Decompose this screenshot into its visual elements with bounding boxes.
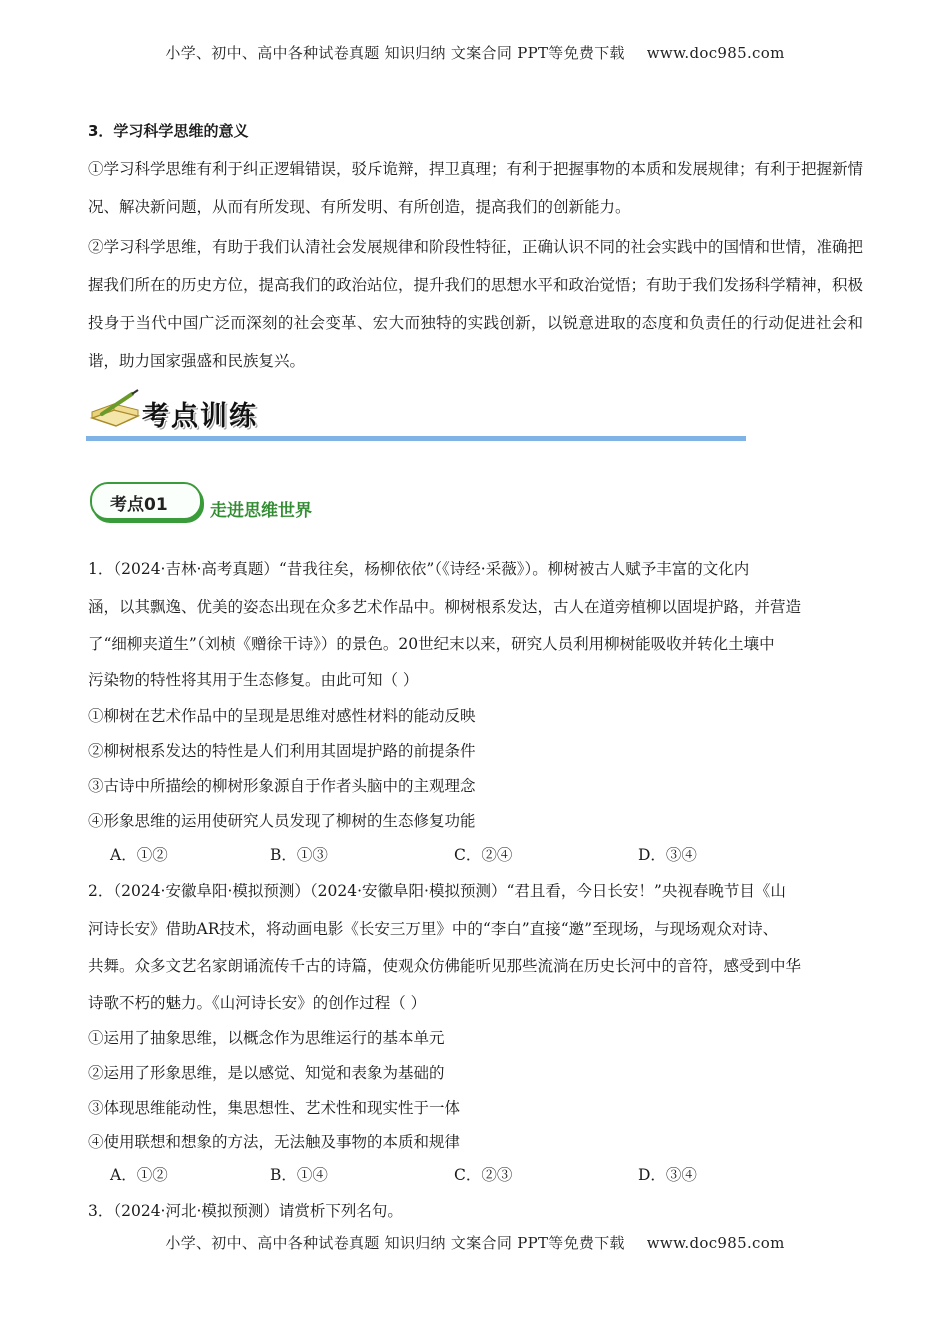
header-text: 小学、初中、高中各种试卷真题 知识归纳 文案合同 PPT等免费下载	[165, 44, 625, 62]
q1-item: ④形象思维的运用使研究人员发现了柳树的生态修复功能	[88, 812, 476, 830]
page-footer	[0, 1232, 950, 1253]
q2-option-a[interactable]: A．①②	[110, 1166, 168, 1184]
q2-item: ④使用联想和想象的方法，无法触及事物的本质和规律	[88, 1133, 461, 1151]
q2-item: ③体现思维能动性，集思想性、艺术性和现实性于一体	[88, 1099, 461, 1117]
q1-line: 涵，以其飘逸、优美的姿态出现在众多艺术作品中。柳树根系发达，古人在道旁植柳以固堤护路，并营造	[88, 598, 802, 616]
page-header	[0, 42, 950, 63]
kaodian-badge	[90, 482, 202, 520]
q2-option-d[interactable]: D．③④	[638, 1166, 697, 1184]
q2-option-b[interactable]: B．①④	[270, 1166, 328, 1184]
section-title: 3．学习科学思维的意义	[88, 122, 249, 140]
paragraph-1: ①学习科学思维有利于纠正逻辑错误，驳斥诡辩，捍卫真理；有利于把握事物的本质和发展规律；有利于把握新情况、解决新问题，从而有所发现、有所发明、有所创造，提高我们的创新能力。	[88, 160, 864, 216]
footer-url[interactable]: www.doc985.com	[646, 1234, 785, 1252]
kaodian-label: 走进思维世界	[210, 501, 312, 521]
q2-line: 诗歌不朽的魅力。《山河诗长安》的创作过程（ ）	[88, 994, 427, 1012]
kaodian-badge-text: 考点01	[110, 495, 168, 515]
q1-item: ③古诗中所描绘的柳树形象源自于作者头脑中的主观理念	[88, 777, 476, 795]
q1-option-d[interactable]: D．③④	[638, 846, 697, 864]
q2-line: 2．（2024·安徽阜阳·模拟预测）（2024·安徽阜阳·模拟预测）“君且看，今日长安！”央视春晚节目《山	[88, 882, 786, 900]
q1-item: ②柳树根系发达的特性是人们利用其固堤护路的前提条件	[88, 742, 476, 760]
q1-item: ①柳树在艺术作品中的呈现是思维对感性材料的能动反映	[88, 707, 476, 725]
kaodian-heading	[88, 476, 388, 526]
q1-line: 污染物的特性将其用于生态修复。由此可知（ ）	[88, 671, 419, 689]
book-pen-icon	[88, 388, 144, 428]
q1-line: 了“细柳夹道生”（刘桢《赠徐干诗》）的景色。20世纪末以来，研究人员利用柳树能吸收并转化土壤中	[88, 635, 775, 653]
q1-option-c[interactable]: C．②④	[454, 846, 513, 864]
q2-line: 河诗长安》借助AR技术，将动画电影《长安三万里》中的“李白”直接“邀”至现场，与现场观众对诗、	[88, 920, 779, 938]
q1-option-a[interactable]: A．①②	[110, 846, 168, 864]
q1-option-b[interactable]: B．①③	[270, 846, 328, 864]
q1-line: 1．（2024·吉林·高考真题）“昔我往矣，杨柳依依”（《诗经·采薇》）。柳树被古人赋予丰富的文化内	[88, 560, 750, 578]
banner-underline	[86, 436, 746, 441]
header-url[interactable]: www.doc985.com	[646, 44, 785, 62]
exercise-banner	[86, 384, 748, 444]
footer-text: 小学、初中、高中各种试卷真题 知识归纳 文案合同 PPT等免费下载	[165, 1234, 625, 1252]
q2-item: ①运用了抽象思维，以概念作为思维运行的基本单元	[88, 1029, 445, 1047]
banner-title: 考点训练	[142, 401, 258, 432]
paragraph-2: ②学习科学思维，有助于我们认清社会发展规律和阶段性特征，正确认识不同的社会实践中的国情和世情，准确把握我们所在的历史方位，提高我们的政治站位，提升我们的思想水平和政治觉悟；有助于我们发扬科学精神，积极投身于当代中国广泛而深刻的社会变革、宏大而独特的实践创新，以锐意进取的态度和负责任的行动促进社会和谐，助力国家强盛和民族复兴。	[88, 238, 864, 370]
q2-item: ②运用了形象思维，是以感觉、知觉和表象为基础的	[88, 1064, 445, 1082]
question-3: 3．（2024·河北·模拟预测）请赏析下列名句。	[88, 1202, 403, 1220]
q2-option-c[interactable]: C．②③	[454, 1166, 513, 1184]
q2-line: 共舞。众多文艺名家朗诵流传千古的诗篇，使观众仿佛能听见那些流淌在历史长河中的音符，感受到中华	[88, 957, 802, 975]
